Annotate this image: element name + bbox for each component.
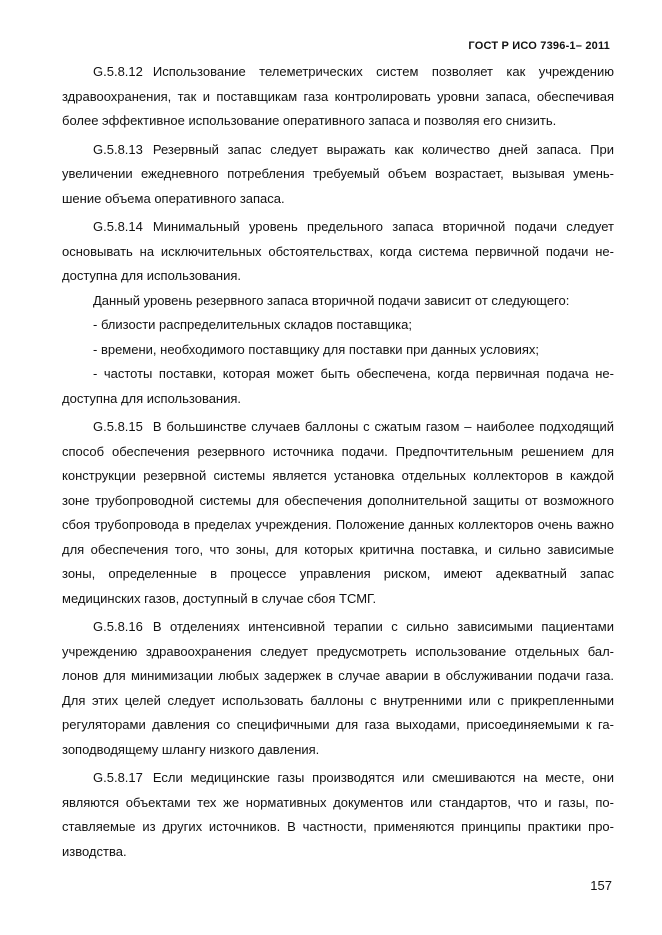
document-code: ГОСТ Р ИСО 7396-1– 2011: [468, 40, 610, 52]
clause-number: G.5.8.14: [93, 219, 143, 234]
paragraph-text: Если медицинские газы производятся или смешиваются на месте, они являются объектами тех же нормативных документов или стандартов, что и газы, поставляемые из других источников. В частности, применяются принципы практики производства.: [62, 770, 614, 859]
paragraph-text: Использование телеметрических систем позволяет как учреждению здравоохранения, так и поставщикам газа контролировать уровни запаса, обеспечивая более эффективное использование оперативного запаса и позволяя его снизить.: [62, 64, 614, 128]
paragraph-g5814: [62, 215, 614, 289]
paragraph-g5817: [62, 766, 614, 864]
page-number: 157: [590, 878, 612, 893]
list-item-text: - частоты поставки, которая может быть обеспечена, когда первичная подача недоступна для использования.: [62, 366, 614, 406]
list-item: [62, 362, 614, 411]
list-item: [62, 338, 614, 363]
paragraph-text: Минимальный уровень предельного запаса вторичной подачи следует основывать на исключительных обстоятельствах, когда система первичной подачи недоступна для использования.: [62, 219, 614, 283]
document-body: [62, 60, 614, 864]
paragraph-g5812: [62, 60, 614, 134]
clause-number: G.5.8.12: [93, 64, 143, 79]
list-item-text: - времени, необходимого поставщику для поставки при данных условиях;: [93, 341, 540, 357]
list-item-text: - близости распределительных складов поставщика;: [93, 317, 412, 332]
paragraph-text: В отделениях интенсивной терапии с сильно зависимыми пациентами учреждению здравоохранения следует предусмотреть использование отдельных баллонов для минимизации любых задержек в случае аварии в обслуживании подачи газа. Для этих целей следует использовать баллоны с внутренними или с прикрепленными регуляторами давления со специфичными для газа выходами, присоединяемыми к газоподводящему шлангу низкого давления.: [62, 619, 614, 757]
clause-number: G.5.8.15: [93, 419, 143, 434]
paragraph-g5813: [62, 138, 614, 212]
clause-number: G.5.8.13: [93, 141, 143, 157]
paragraph-text: Резервный запас следует выражать как количество дней запаса. При увеличении ежедневного потребления требуемый объем возрастает, вызывая уменьшение объема оперативного запаса.: [62, 141, 614, 206]
paragraph-text: Данный уровень резервного запаса вторичной подачи зависит от следующего:: [93, 292, 570, 308]
clause-number: G.5.8.16: [93, 619, 143, 634]
paragraph-reserve-intro: [62, 289, 614, 314]
paragraph-g5816: [62, 615, 614, 762]
clause-number: G.5.8.17: [93, 770, 143, 785]
paragraph-g5815: [62, 415, 614, 611]
list-item: [62, 313, 614, 338]
paragraph-text: В большинстве случаев баллоны с сжатым газом – наиболее подходящий способ обеспечения резервного источника подачи. Предпочтительным решением для конструкции резервной системы является установка отдельных коллекторов в каждой зоне трубопроводной системы для обеспечения дополнительной защиты от возможного сбоя трубопровода в пределах учреждения. Положение данных коллекторов очень важно для обеспечения того, что зоны, для которых критична поставка, и сильно зависимые зоны, определенные в процессе управления риском, имеют адекватный запас медицинских газов, доступный в случае сбоя ТСМГ.: [62, 419, 614, 606]
